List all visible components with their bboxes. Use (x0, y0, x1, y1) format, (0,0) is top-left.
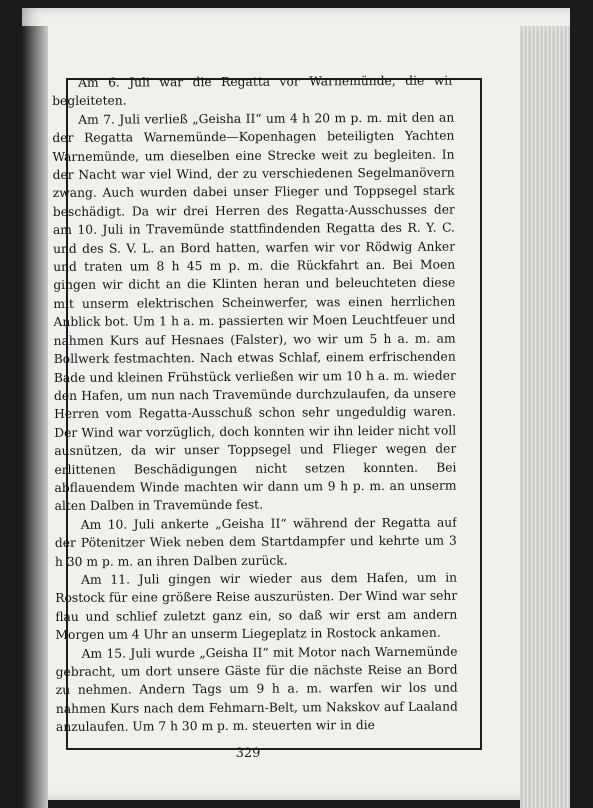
paragraph-july-6: Am 6. Juli war die Regatta vor Warnemünde, die wir begleiteten. (52, 73, 455, 109)
paragraph-july-10: Am 10. Juli ankerte „Geisha II“ während der Regatta auf der Pötenitzer Wiek neben dem Startdampfer und kehrte um 3 h 30 m p. m. an ihren Dalben zurück. (54, 515, 457, 569)
paragraph-july-7: Am 7. Juli verließ „Geisha II“ um 4 h 20 m p. m. mit den an der Regatta Warnemünde—Kopenhagen beteiligten Yachten Warnemünde, um dieselben eine Strecke weit zu begleiten. In der Nacht war viel Wind, der zu verschiedenen Segelmanövern zwang. Auch wurden dabei unser Flieger und Toppsegel stark beschädigt. Da wir drei Herren des Regatta-Ausschusses der am 10. Juli in Travemünde stattfindenden Regatta des R. Y. C. und des S. V. L. an Bord hatten, warfen wir vor Rödwig Anker und traten um 8 h 45 m p. m. die Rückfahrt an. Bei Moen gingen wir dicht an die Klinten heran und beleuchteten diese mit unserm elektrischen Scheinwerfer, was einen herrlichen Anblick bot. Um 1 h a. m. passierten wir Moen Leuchtfeuer und nahmen Kurs auf Hesnaes (Falster), wo wir um 5 h a. m. am Bollwerk festmachten. Nach etwas Schlaf, einem erfrischenden Bade und kleinen Frühstück verließen wir um 10 h a. m. wieder den Hafen, um nun nach Travemünde durchzulaufen, da unsere Herren vom Regatta-Ausschuß schon sehr ungeduldig waren. Der Wind war vorzüglich, doch konnten wir ihn leider nicht voll ausnützen, da wir unser Toppsegel und Flieger wegen der erlittenen Beschädigungen nicht setzen konnten. Bei abflauendem Winde machten wir dann um 9 h p. m. an unserm alten Dalben in Travemünde fest. (52, 110, 457, 514)
book-spine-shadow (22, 26, 48, 808)
page-number: 329 (235, 746, 261, 761)
paragraph-july-15: Am 15. Juli wurde „Geisha II“ mit Motor nach Warnemünde gebracht, um dort unsere Gäste für die nächste Reise an Bord zu nehmen. Andern Tags um 9 h a. m. warfen wir los und nahmen Kurs nach dem Fehmarn-Belt, um Nakskov auf Laaland anzulaufen. Um 7 h 30 m p. m. steuerten wir in die (55, 644, 458, 735)
page-text-block (52, 72, 458, 738)
paragraph-july-11: Am 11. Juli gingen wir wieder aus dem Hafen, um in Rostock für eine größere Reise auszurüsten. Der Wind war sehr flau und schlief zuletzt ganz ein, so daß wir erst am andern Morgen um 4 Uhr an unserm Liegeplatz in Rostock ankamen. (55, 570, 458, 643)
page-stack-edge (520, 26, 570, 808)
